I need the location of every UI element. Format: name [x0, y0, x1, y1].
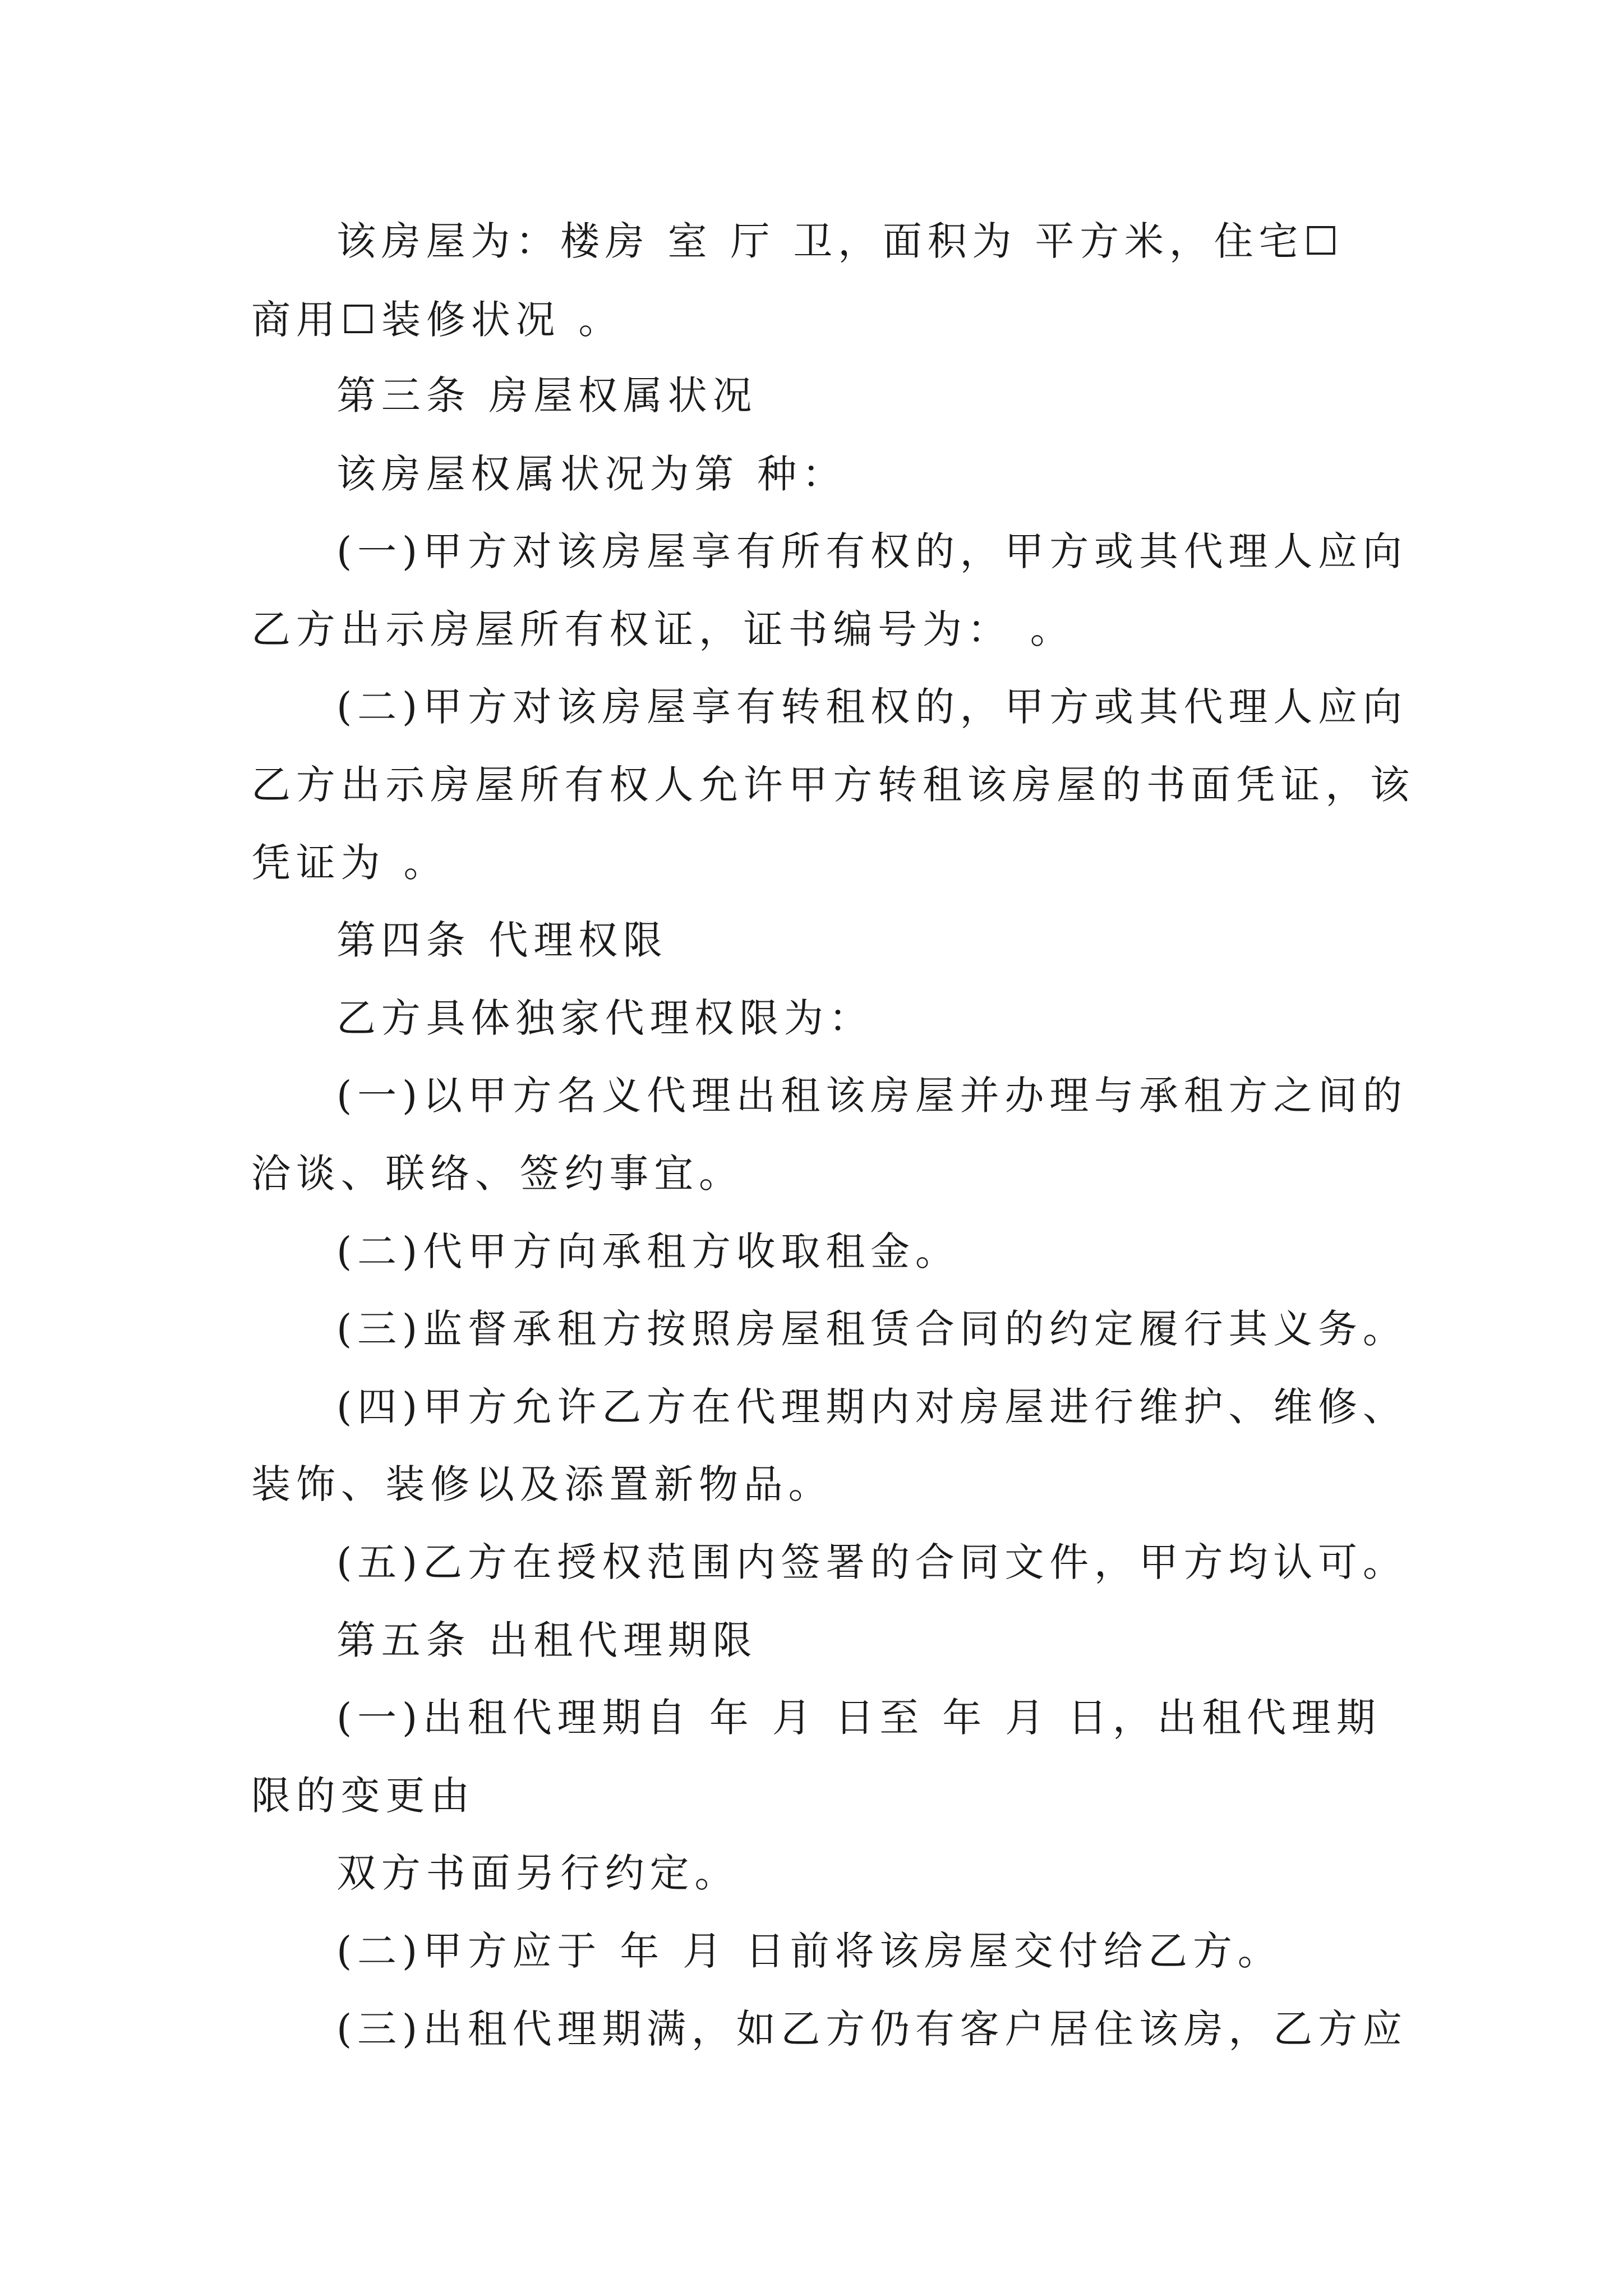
text-line: (三)出租代理期满，如乙方仍有客户居住该房，乙方应: [336, 2006, 1408, 2052]
section-heading: 第三条 房屋权属状况: [336, 372, 758, 418]
text-line: 商用☐装修状况 。: [251, 297, 624, 343]
text-line: (二)甲方对该房屋享有转租权的，甲方或其代理人应向: [336, 684, 1408, 730]
text-line: 双方书面另行约定。: [336, 1850, 740, 1896]
text-line: 该房屋权属状况为第 种：: [336, 451, 847, 497]
text-line: (一)出租代理期自 年 月 日至 年 月 日，出租代理期: [336, 1695, 1381, 1741]
text-line: (三)监督承租方按照房屋租赁合同的约定履行其义务。: [336, 1306, 1408, 1352]
text-line: (二)甲方应于 年 月 日前将该房屋交付给乙方。: [336, 1928, 1283, 1974]
text-line: 装饰、装修以及添置新物品。: [251, 1461, 833, 1507]
text-line: 洽谈、联络、签约事宜。: [251, 1151, 744, 1197]
text-line: (二)代甲方向承租方收取租金。: [336, 1228, 960, 1274]
section-heading: 第五条 出租代理期限: [336, 1617, 758, 1663]
text-line: (一)以甲方名义代理出租该房屋并办理与承租方之间的: [336, 1073, 1408, 1119]
text-line: (一)甲方对该房屋享有所有权的，甲方或其代理人应向: [336, 528, 1408, 574]
text-line: 限的变更由: [251, 1773, 475, 1819]
section-heading: 第四条 代理权限: [336, 917, 668, 963]
text-line: (四)甲方允许乙方在代理期内对房屋进行维护、维修、: [336, 1384, 1408, 1430]
text-line: 凭证为 。: [251, 840, 449, 886]
text-line: (五)乙方在授权范围内签署的合同文件，甲方均认可。: [336, 1539, 1408, 1585]
text-line: 该房屋为：楼房 室 厅 卫，面积为 平方米，住宅☐: [336, 218, 1344, 264]
text-line: 乙方出示房屋所有权证，证书编号为： 。: [251, 606, 1075, 652]
text-line: 乙方出示房屋所有权人允许甲方转租该房屋的书面凭证，该: [251, 762, 1415, 808]
text-line: 乙方具体独家代理权限为：: [336, 995, 874, 1041]
